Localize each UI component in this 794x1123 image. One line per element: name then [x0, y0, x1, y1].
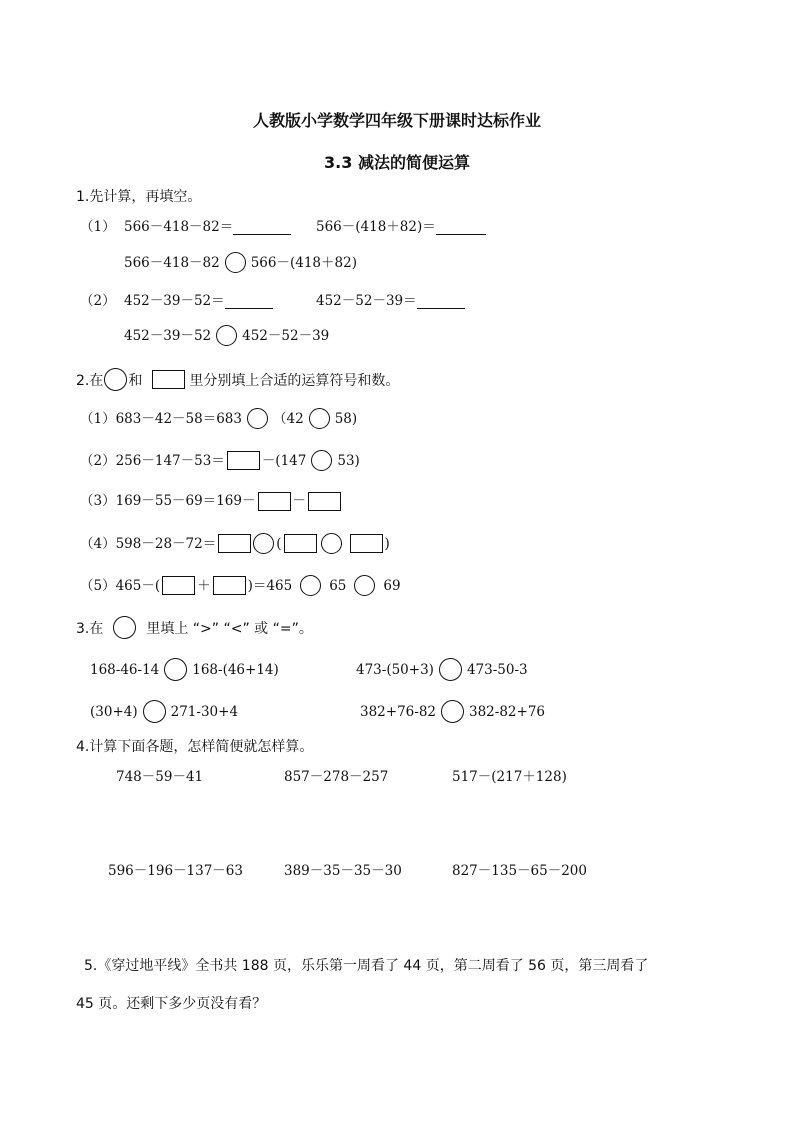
answer-circle[interactable]: [143, 700, 166, 723]
q3-heading: [76, 616, 313, 639]
expr: －(147: [261, 452, 307, 469]
box-symbol-icon: [152, 370, 185, 389]
answer-circle[interactable]: [164, 658, 187, 681]
page-subtitle: 3.3 减法的简便运算: [324, 153, 470, 172]
answer-circle[interactable]: [354, 575, 375, 596]
q2-row-5: [80, 575, 401, 596]
answer-box[interactable]: [308, 492, 341, 511]
answer-box[interactable]: [350, 534, 383, 553]
answer-blank[interactable]: [233, 220, 291, 235]
circle-symbol-icon: [113, 616, 136, 639]
q2-heading-c: 里分别填上合适的运算符号和数。: [189, 372, 400, 389]
q2-heading-a: 2.在: [76, 372, 104, 389]
expr: 58): [334, 410, 358, 427]
q3-item-b: [356, 658, 528, 681]
q4-expr-2: 857－278－257: [284, 769, 389, 785]
q4-expr-6: 827－135－65－200: [452, 863, 587, 879]
q3-item-c: [90, 700, 238, 723]
compare-right: 168-(46+14): [192, 661, 279, 678]
answer-circle[interactable]: [225, 252, 246, 273]
q2-row-3: [80, 491, 343, 511]
q2-row-2: [80, 450, 360, 471]
answer-box[interactable]: [227, 451, 260, 470]
q1-heading: 1.先计算，再填空。: [76, 189, 202, 205]
q1-p1-compare: [124, 252, 357, 273]
expr: （42: [273, 410, 304, 427]
q1-p1-a-expr: 566－418－82＝: [124, 219, 234, 235]
answer-circle[interactable]: [441, 700, 464, 723]
q1-p2-a-expr: 452－39－52＝: [124, 293, 225, 309]
compare-left: 168-46-14: [90, 661, 160, 678]
expr: 683－42－58＝683: [115, 410, 242, 427]
q1-p1-b: [316, 217, 486, 237]
answer-box[interactable]: [213, 576, 246, 595]
q1-p2-b-expr: 452－52－39＝: [316, 293, 417, 309]
answer-circle[interactable]: [309, 408, 330, 429]
answer-blank[interactable]: [225, 294, 273, 309]
compare-left: 473-(50+3): [356, 661, 434, 678]
compare-right: 473-50-3: [466, 661, 528, 678]
expr: 69: [383, 577, 401, 594]
q3-item-a: [90, 658, 279, 681]
answer-box[interactable]: [258, 492, 291, 511]
expr: 169－55－69＝169－: [115, 493, 256, 509]
answer-box[interactable]: [218, 534, 251, 553]
q4-expr-3: 517－(217＋128): [452, 769, 567, 785]
answer-box[interactable]: [162, 576, 195, 595]
answer-circle[interactable]: [300, 575, 321, 596]
row-label: （3）: [80, 493, 116, 509]
expr: )＝465: [247, 577, 293, 594]
answer-circle[interactable]: [216, 325, 237, 346]
row-label: （1）: [80, 410, 116, 427]
q1-p1-label: （1）: [80, 219, 116, 235]
q1-p1-b-expr: 566－(418＋82)＝: [316, 219, 436, 235]
circle-symbol-icon: [104, 368, 127, 391]
q1-p2-b: [316, 291, 465, 311]
expr: 465－(: [115, 577, 161, 594]
compare-left: 566－418－82: [124, 254, 220, 271]
compare-right: 382-82+76: [469, 703, 545, 720]
answer-circle[interactable]: [321, 533, 342, 554]
q5-line-2: 45 页。还剩下多少页没有看？: [76, 996, 267, 1012]
expr: 598－28－72＝: [115, 535, 217, 552]
expr: 256－147－53＝: [115, 452, 225, 469]
q4-expr-4: 596－196－137－63: [108, 863, 243, 879]
q4-expr-5: 389－35－35－30: [284, 863, 402, 879]
q3-heading-a: 3.在: [76, 620, 104, 637]
compare-right: 271-30+4: [170, 703, 239, 720]
q2-heading: [76, 368, 399, 391]
q2-row-1: [80, 408, 357, 429]
expr: －: [292, 493, 306, 509]
expr: 65: [329, 577, 347, 594]
q3-item-d: [360, 700, 545, 723]
q1-p2-compare: [124, 325, 329, 346]
q4-expr-1: 748－59－41: [116, 769, 204, 785]
compare-right: 452－52－39: [242, 327, 330, 344]
page-title: 人教版小学数学四年级下册课时达标作业: [252, 111, 541, 130]
answer-blank[interactable]: [436, 220, 486, 235]
answer-circle[interactable]: [439, 658, 462, 681]
row-label: （4）: [80, 535, 116, 552]
expr: ＋: [197, 577, 211, 594]
answer-circle[interactable]: [247, 408, 268, 429]
q5-line-1: 5.《穿过地平线》全书共 188 页，乐乐第一周看了 44 页，第二周看了 56 页，第三周看了: [84, 958, 649, 974]
q1-p2-label: （2）: [80, 293, 116, 309]
q2-row-4: [80, 533, 390, 554]
q3-heading-b: 里填上 “>” “<” 或 “=”。: [146, 620, 313, 637]
expr: (: [276, 535, 282, 552]
q1-p1-a: [124, 217, 291, 237]
answer-box[interactable]: [284, 534, 317, 553]
expr: 53): [337, 452, 360, 469]
row-label: （5）: [80, 577, 116, 594]
compare-left: 382+76-82: [360, 703, 436, 720]
answer-blank[interactable]: [417, 294, 465, 309]
q4-heading: 4.计算下面各题，怎样简便就怎样算。: [76, 739, 314, 755]
answer-circle[interactable]: [253, 533, 274, 554]
q1-p2-a: [124, 291, 273, 311]
compare-right: 566－(418＋82): [250, 254, 357, 271]
compare-left: 452－39－52: [124, 327, 212, 344]
row-label: （2）: [80, 452, 116, 469]
q2-heading-b: 和: [128, 372, 143, 389]
compare-left: (30+4): [90, 703, 138, 720]
answer-circle[interactable]: [311, 450, 332, 471]
expr: ): [384, 535, 390, 552]
